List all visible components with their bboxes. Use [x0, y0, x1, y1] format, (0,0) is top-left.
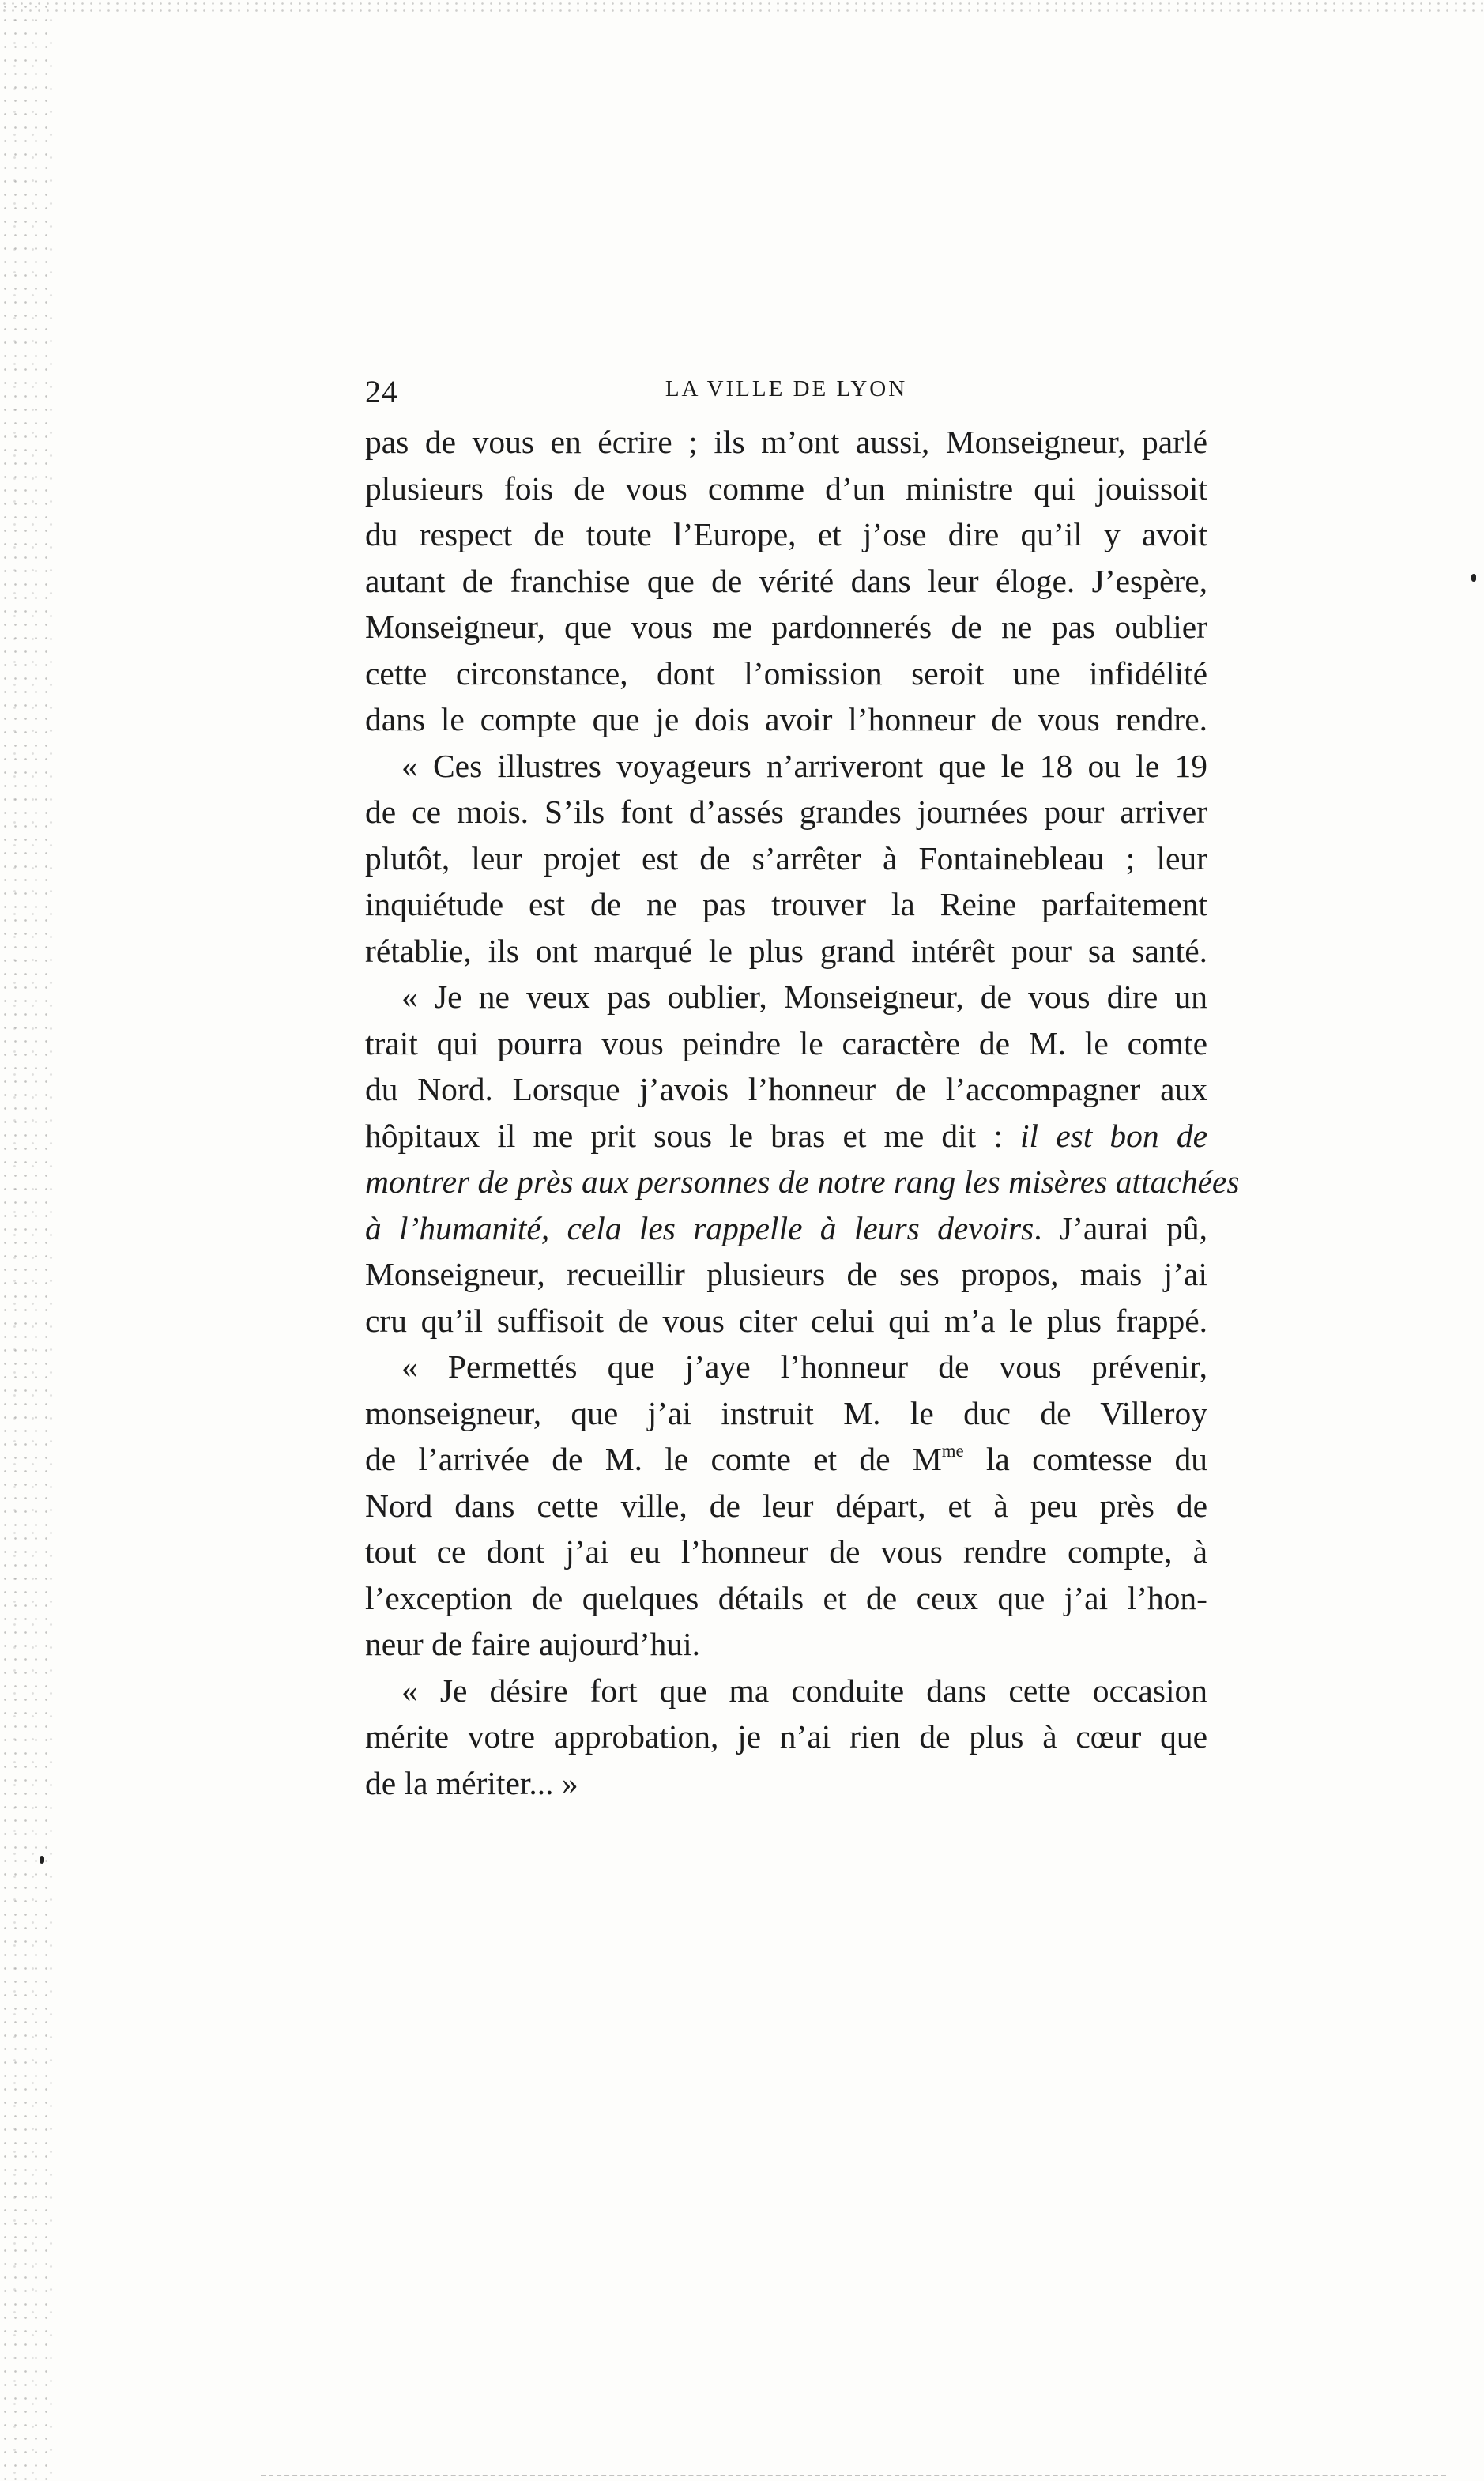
- text-line: [365, 1205, 1207, 1252]
- text-line: cru qu’il suffisoit de vous citer celui qui m’a le plus frappé.: [365, 1302, 1207, 1339]
- ink-speck: [40, 1856, 44, 1864]
- text-line: rétablie, ils ont marqué le plus grand intérêt pour sa santé.: [365, 932, 1207, 969]
- text-run: la comtesse du: [963, 1441, 1207, 1477]
- text-line: du respect de toute l’Europe, et j’ose dire qu’il y avoit: [365, 516, 1207, 552]
- paragraph-5: [365, 1668, 1207, 1807]
- scan-edge-left: [0, 0, 55, 2481]
- text-line: neur de faire aujourd’hui.: [365, 1626, 701, 1662]
- paragraph-1: [365, 419, 1207, 743]
- italic-quote: à l’humanité, cela les rappelle à leurs devoirs: [365, 1209, 1034, 1246]
- paragraph-3: [365, 974, 1240, 1344]
- text-line: de la mériter... »: [365, 1764, 578, 1801]
- text-line: plusieurs fois de vous comme d’un ministre qui jouissoit: [365, 469, 1207, 507]
- text-line: Monseigneur, que vous me pardonnerés de ne pas oublier: [365, 609, 1207, 645]
- running-head: [365, 364, 1207, 419]
- text-run: . J’aurai pû,: [1034, 1209, 1207, 1246]
- italic-quote: montrer de près aux personnes de notre rang les misères attachées: [365, 1163, 1240, 1200]
- text-line: tout ce dont j’ai eu l’honneur de vous rendre compte, à: [365, 1533, 1207, 1570]
- paragraph-4: [365, 1344, 1207, 1668]
- text-line: [365, 1436, 1207, 1483]
- text-line: de ce mois. S’ils font d’assés grandes journées pour arriver: [365, 794, 1207, 830]
- text-line: autant de franchise que de vérité dans leur éloge. J’espère,: [365, 562, 1207, 599]
- text-line: l’exception de quelques détails et de ceux que j’ai l’hon-: [365, 1579, 1207, 1616]
- text-line: « Permettés que j’aye l’honneur de vous prévenir,: [401, 1348, 1207, 1385]
- scan-edge-bottom: [261, 2472, 1446, 2476]
- ink-speck: [1471, 574, 1476, 582]
- text-line: « Je désire fort que ma conduite dans cette occasion: [401, 1672, 1207, 1709]
- text-line: [365, 1113, 1207, 1159]
- text-line: plutôt, leur projet est de s’arrêter à Fontainebleau ; leur: [365, 839, 1207, 877]
- text-line: [365, 1159, 1240, 1205]
- text-line: pas de vous en écrire ; ils m’ont aussi, Monseigneur, parlé: [365, 424, 1207, 460]
- text-line: « Ces illustres voyageurs n’arriveront que le 18 ou le 19: [401, 747, 1207, 784]
- scan-edge-top: [0, 0, 1484, 17]
- book-page: [365, 364, 1240, 1806]
- text-line: du Nord. Lorsque j’avois l’honneur de l’accompagner aux: [365, 1071, 1207, 1107]
- superscript: me: [941, 1440, 964, 1461]
- text-line: dans le compte que je dois avoir l’honneur de vous rendre.: [365, 701, 1207, 737]
- text-line: inquiétude est de ne pas trouver la Reine parfaitement: [365, 886, 1207, 922]
- text-line: « Je ne veux pas oublier, Monseigneur, de vous dire un: [401, 978, 1207, 1015]
- text-run: hôpitaux il me prit sous le bras et me dit :: [365, 1117, 1020, 1154]
- text-line: Monseigneur, recueillir plusieurs de ses propos, mais j’ai: [365, 1256, 1207, 1292]
- paragraph-2: [365, 743, 1207, 975]
- text-line: mérite votre approbation, je n’ai rien de plus à cœur que: [365, 1718, 1207, 1755]
- text-line: monseigneur, que j’ai instruit M. le duc de Villeroy: [365, 1394, 1207, 1431]
- text-line: trait qui pourra vous peindre le caractère de M. le comte: [365, 1024, 1207, 1061]
- text-run: de l’arrivée de M. le comte et de M: [365, 1441, 942, 1477]
- text-line: Nord dans cette ville, de leur départ, et à peu près de: [365, 1487, 1207, 1524]
- italic-quote: il est bon de: [1020, 1117, 1207, 1154]
- running-title: LA VILLE DE LYON: [665, 376, 908, 402]
- text-line: cette circonstance, dont l’omission seroit une infidélité: [365, 654, 1207, 692]
- page-number: 24: [365, 374, 398, 409]
